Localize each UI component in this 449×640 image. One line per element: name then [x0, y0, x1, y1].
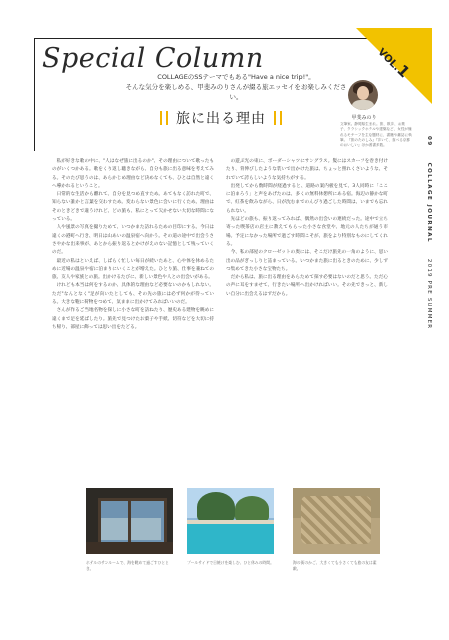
paragraph: だから私は、旅に出る理由をあらためて探す必要はないのだと思う。ただ心の声に耳をすませて、行きたい場所へ出かければいい。その先できっと、新しい自分に出会えるはずだから。 [226, 275, 388, 297]
headline-accent-bar [160, 111, 162, 125]
author-name: 甲斐みのり [351, 115, 377, 121]
headline-accent-bar [280, 111, 282, 125]
photo-caption: 海の街のかご、大きくても小さくても旅の友は素敵。 [293, 560, 377, 571]
intro-line-2: そんな気分を楽しめる、甲斐みのりさんが綴る旅エッセイをお楽しみください。 [125, 83, 347, 101]
author-avatar [348, 80, 378, 110]
vol-number: 1 [393, 61, 414, 82]
basket-photo [293, 488, 380, 554]
article-column-left [52, 158, 214, 332]
article-column-right [226, 158, 388, 299]
window-photo [86, 488, 173, 554]
paragraph: 出発してから数時間が経過すると、道路の案内板を見て、3人同時に「ここに泊まろう」と声をあげたのは、多くの無料休憩所にある宿。海辺の静かな町で、紅茶を飲みながら、日が沈むまでのんびり過ごした時間は、いまでも忘れられない。 [226, 183, 388, 214]
paragraph: さんが作るご当地名物を探しに小さな町を訪ねたり、歴史ある建物を眺めに遠くまで足を延ばしたり。旅先で見つけたお菓子や手紙、切符などを大切に持ち帰り、部屋に飾っては思い出をたどる。 [52, 308, 214, 330]
paragraph: 先ほどの旅も、振り返ってみれば、偶然の出会いの連続だった。途中で立ち寄った喫茶店の店主に教えてもらった小さな食堂や、地元の人たちが通う市場。予定になかった場所で過ごす時間こそが、旅をより特別なものにしてくれる。 [226, 217, 388, 247]
paragraph: 私が好きな歌の中に、"人はなぜ旅に出るのか"、その理由について歌ったものがいくつかある。歌をくり返し聴きながら、自分も旅に出る意味を考えてみる。そのたび思うのは、あらかじめ理由など決めなくても、ひとは自然と遠くへ導かれるということ。 [52, 159, 214, 189]
intro-line-1: COLLAGEのSSテーマでもある"Have a nice trip!"。 [157, 73, 315, 81]
intro-text [120, 72, 352, 102]
paragraph: けれども本当は何をするのか、具体的な理由など必要ないのかもしれない。ただ"なんとなく"足が向いたとしても、その先の旅には必ず何かが待っている。大きな鞄に荷物をつめて、気ままに出かけてみればいいのだ。 [52, 283, 214, 306]
magazine-name: COLLAGE JOURNAL [426, 162, 432, 244]
pool-photo [187, 488, 274, 554]
article-headline [158, 108, 284, 128]
paragraph: 日常的な生活から離れて、自分を見つめ直すため。あてもなく訪れた町で、知らない誰かと言葉を交わすため。変わらない景色に会いに行くため。理由はそのときどきで違うけれど、どの旅も、私にとって欠かせない大切な時間になっている。 [52, 192, 214, 223]
photo-caption: ホテルのサンルームで、海を眺めて過ごすひととき。 [86, 560, 169, 571]
headline-title: 旅に出る理由 [176, 111, 266, 127]
headline-accent-bar [166, 111, 168, 125]
paragraph: 最近の私はといえば、しばらく忙しい毎日が続いたあと、心や体を休めるために近場の温泉や宿に泊まりにいくことが増えた。ひとり旅、仕事を兼ねての旅、友人や家族との旅。出かけるたびに、新しい景色や人との出会いがある。 [52, 258, 214, 281]
author-bio: 文筆家。静岡県生まれ。旅、散歩、お菓子、クラシックホテルや建築など、女性が憧れるモチーフを主な題材に、書籍や雑誌に執筆。『旅のたのしみ』『歩いて、食べる京都のおいしい』ほか著書多数。 [340, 122, 412, 148]
issue-season: 2019 PRE SUMMER [426, 258, 432, 330]
headline-accent-bar [274, 111, 276, 125]
paragraph: 人や風景の写真を撮りためて、いつかまた訪れるための目印にする。今日は遠くの港町へ行き、明日は山あいの温泉宿へ向かう。その道の途中で出会うささやかな出来事が、あとから振り返るとかけがえのない記憶として残っていくのだ。 [52, 225, 214, 256]
side-running-label [426, 136, 432, 329]
paragraph: 今、私の部屋のクローゼットの奥には、そこだけ旅先の一角のように、思い出の品がぎっしりと詰まっている。いつかまた旅に出るときのために、少しずつ集めてきた小さな宝物たち。 [226, 250, 388, 272]
paragraph: の遊ぶ光の束に、ボーダーシャツにサングラス。髪にはスカーフを巻き付けたり、背伸びしたような装いで出かけた旅は、ちょっと照れくさいような、それでいて誇らしいような気持ちがする。 [226, 159, 388, 181]
masthead-title: Special Column [42, 43, 264, 74]
vol-prefix: VOL. [375, 46, 402, 74]
issue-number: 09 [426, 136, 432, 147]
photo-caption: プールサイドで日焼けを楽しむ、ひと休みの時間。 [187, 560, 274, 565]
